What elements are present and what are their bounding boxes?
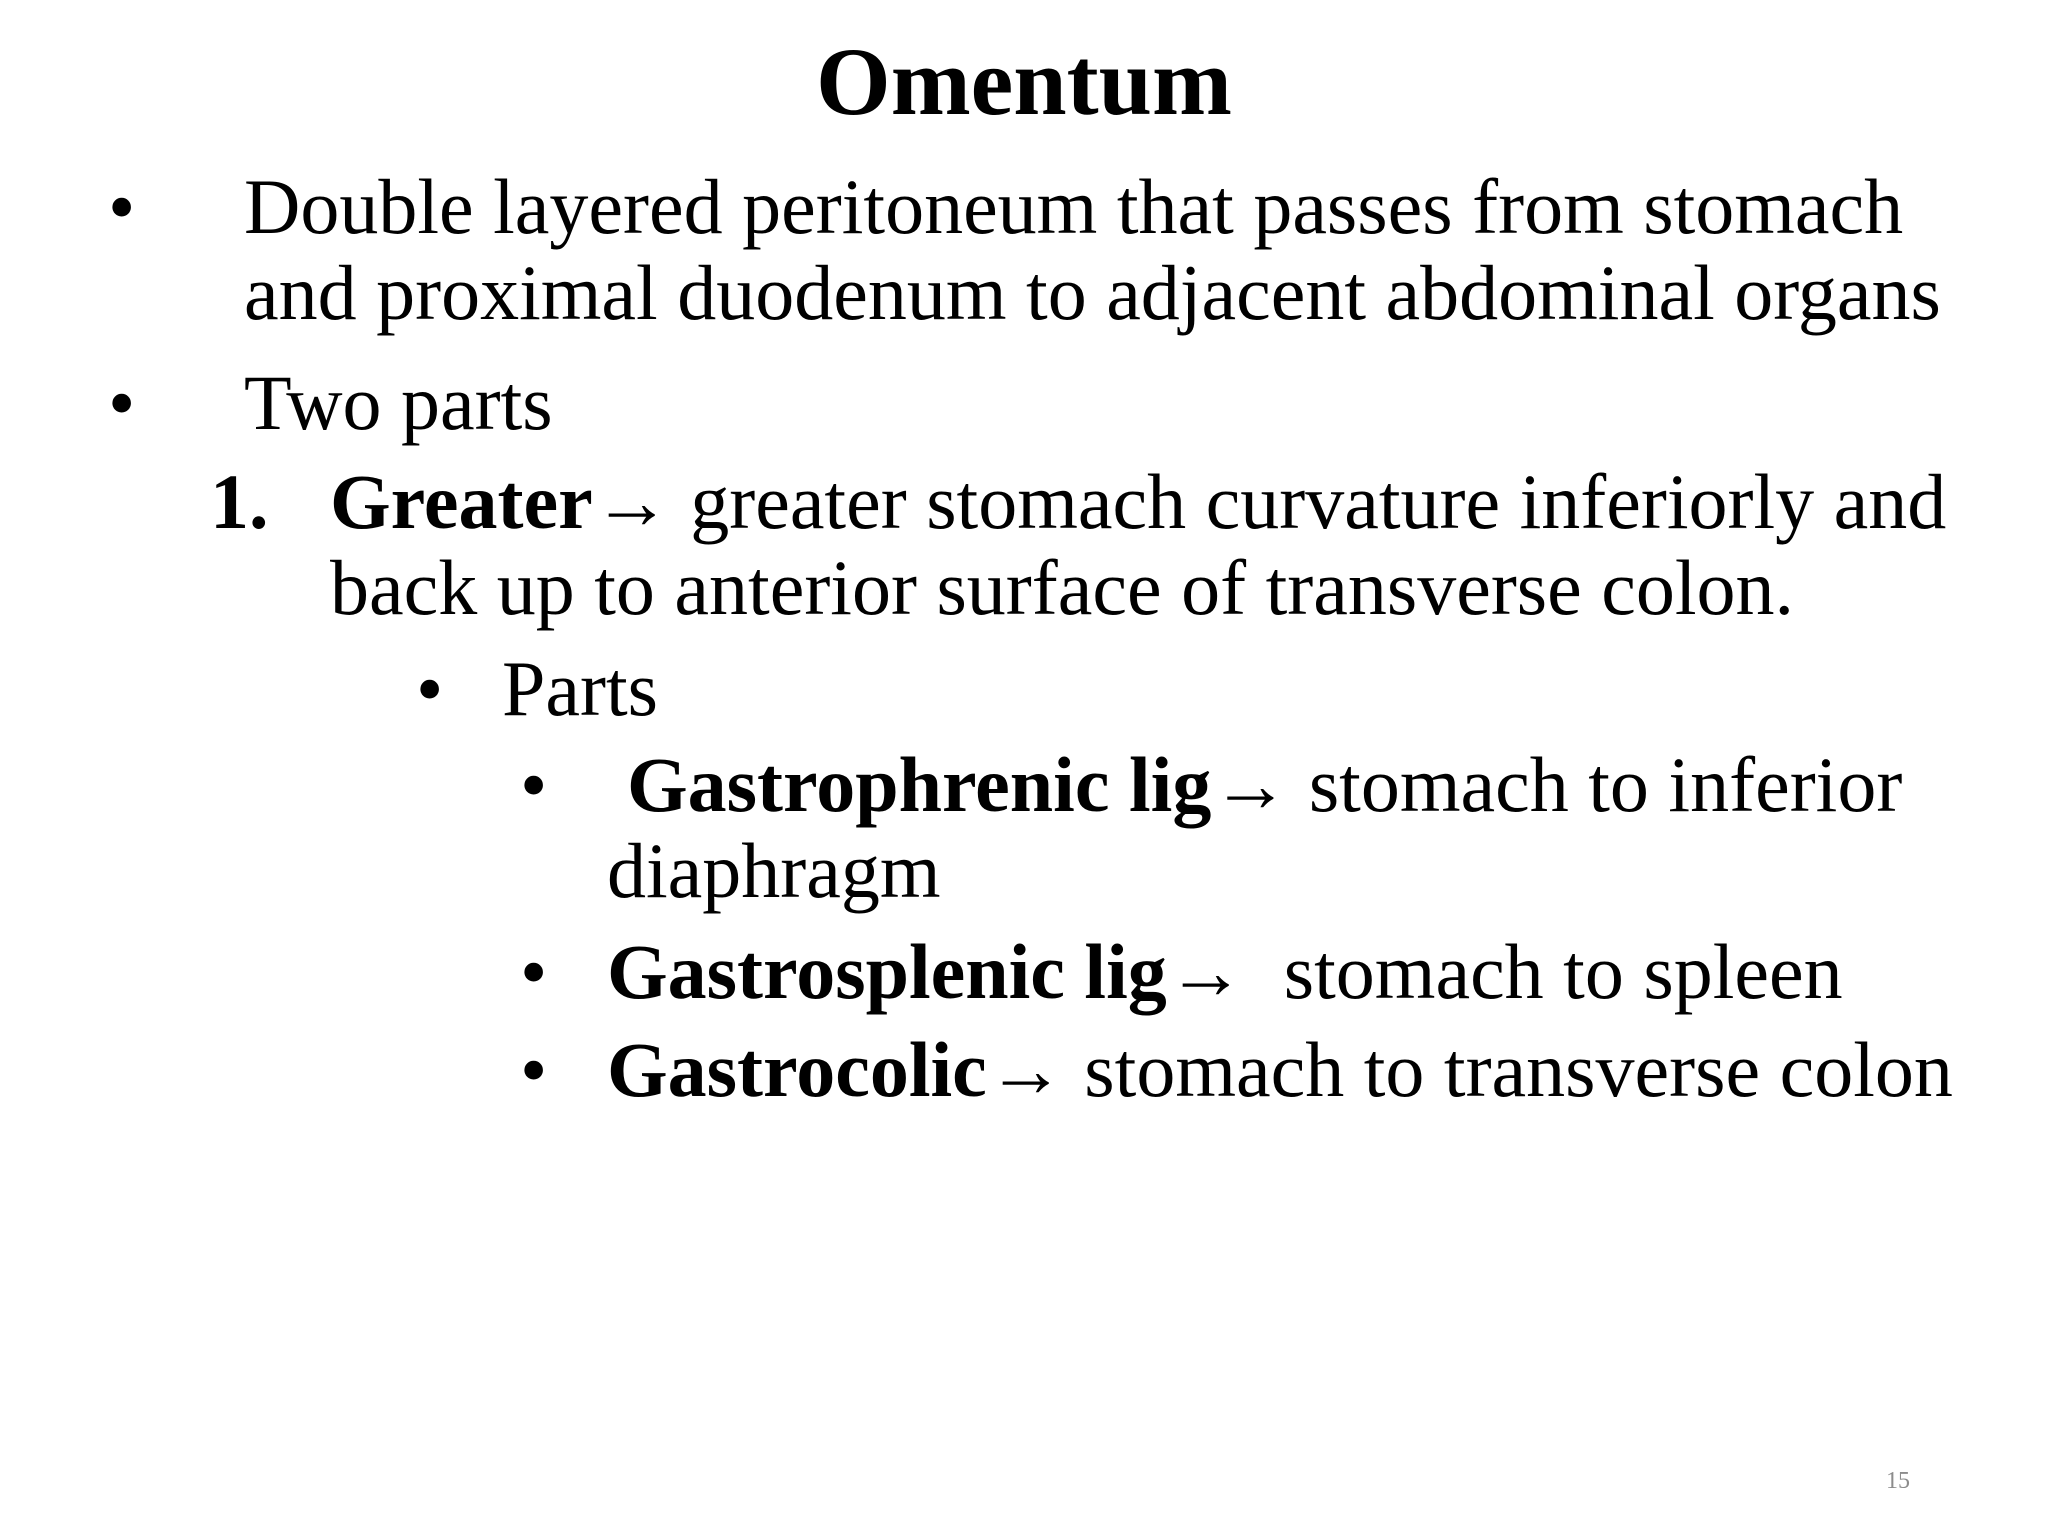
- sub-item-gastrophrenic-line1: [607, 742, 1902, 828]
- numbered-item-greater-line1: [330, 459, 1946, 545]
- term-gastrosplenic: Gastrosplenic lig: [607, 928, 1167, 1015]
- term-gastrophrenic: Gastrophrenic lig: [627, 741, 1212, 828]
- numbered-item-greater-line2: back up to anterior surface of transverse colon.: [330, 544, 1795, 631]
- arrow-icon: →: [1166, 928, 1245, 1015]
- sub-item-gastrocolic: [607, 1027, 1953, 1113]
- bullet-item-definition-line2: and proximal duodenum to adjacent abdominal organs: [244, 249, 1941, 336]
- sub-item-gastrophrenic-line2: diaphragm: [607, 827, 941, 914]
- page-number: 15: [1886, 1468, 1910, 1494]
- sub-item-gastrosplenic: [607, 929, 1843, 1015]
- arrow-icon: →: [1211, 741, 1290, 828]
- bullet-marker: •: [108, 359, 136, 446]
- slide-title: Omentum: [816, 28, 1232, 135]
- bullet-item-definition-line1: Double layered peritoneum that passes from stomach: [244, 163, 1904, 250]
- arrow-icon: →: [986, 1026, 1065, 1113]
- numbered-item-greater: [330, 459, 1946, 631]
- bullet-marker: •: [520, 741, 548, 828]
- bullet-marker: •: [520, 1026, 548, 1113]
- gastrocolic-description: stomach to transverse colon: [1064, 1026, 1953, 1113]
- gastrophrenic-description: stomach to inferior: [1289, 741, 1903, 828]
- gastrosplenic-description: stomach to spleen: [1244, 928, 1843, 1015]
- bullet-item-two-parts: Two parts: [244, 359, 553, 446]
- numbered-marker: 1.: [210, 458, 269, 545]
- term-gastrocolic: Gastrocolic: [607, 1026, 987, 1113]
- bullet-marker: •: [520, 928, 548, 1015]
- greater-description: greater stomach curvature inferiorly and: [670, 458, 1947, 545]
- bullet-item-definition: [244, 164, 1941, 336]
- sub-item-parts: Parts: [502, 645, 658, 732]
- bullet-marker: •: [416, 645, 444, 732]
- bullet-marker: •: [108, 163, 136, 250]
- term-greater: Greater: [330, 458, 593, 545]
- sub-item-gastrophrenic: [607, 742, 1902, 914]
- arrow-icon: →: [592, 458, 671, 545]
